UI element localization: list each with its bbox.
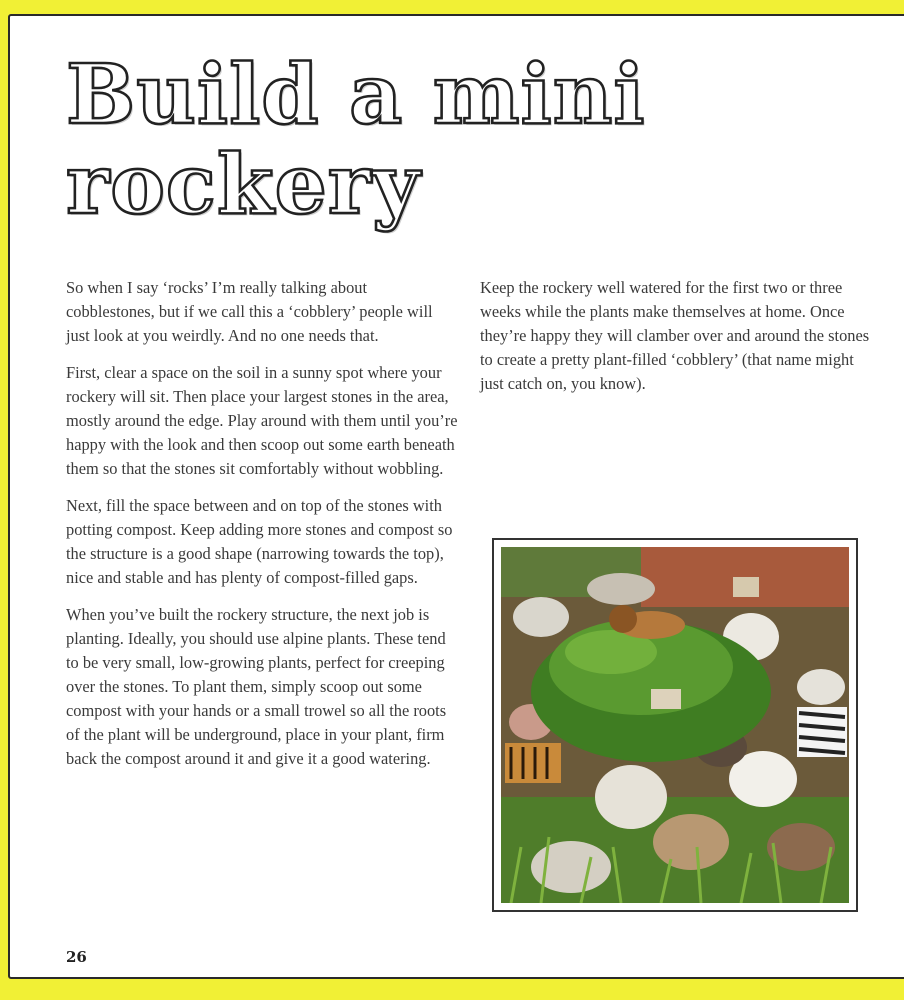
paragraph: Keep the rockery well watered for the first two or three weeks while the plants make themselves at home. Once they’re happy they will clamber over and around the stones to create a pretty plant-filled ‘cobblery’ (that name might just catch on, you know). [480,278,870,393]
right-text-column [480,276,872,409]
paragraph: Next, fill the space between and on top of the stones with potting compost. Keep adding more stones and compost so the structure is a good shape (narrowing towards the top), nice and stable and has plenty of compost-filled gaps. [66,496,453,587]
stone [653,814,729,870]
figurine [733,577,759,597]
rockery-photo [492,538,858,912]
left-text-column [66,276,458,784]
rockery-photo-illustration [501,547,849,903]
paragraph: So when I say ‘rocks’ I’m really talking about cobblestones, but if we call this a ‘cobblery’ people will just look at you weirdly. And no one needs that. [66,278,433,345]
page-number: 26 [66,948,87,966]
paragraph: First, clear a space on the soil in a sunny spot where your rockery will sit. Then place your largest stones in the area, mostly around the edge. Play around with them until you’re happy with the look and then scoop out some earth beneath them so that the stones sit comfortably without wobbling. [66,363,458,478]
stone [595,765,667,829]
page-title-line-1: Build a mini [66,47,646,143]
figurine-group [651,689,681,709]
stone [797,669,845,705]
stone [513,597,569,637]
tiger-figurine [505,743,561,783]
page-title-line-2: rockery [66,137,421,233]
page-sheet [8,14,904,979]
lion-figurine-head [609,605,637,633]
paragraph: When you’ve built the rockery structure, the next job is planting. Ideally, you should use alpine plants. These tend to be very small, low-growing plants, perfect for creeping over the stones. To plant them, simply scoop out some compost with your hands or a small trowel so all the roots of the plant will be underground, place in your plant, firm back the compost around it and give it a good watering. [66,605,447,768]
stone [587,573,655,605]
